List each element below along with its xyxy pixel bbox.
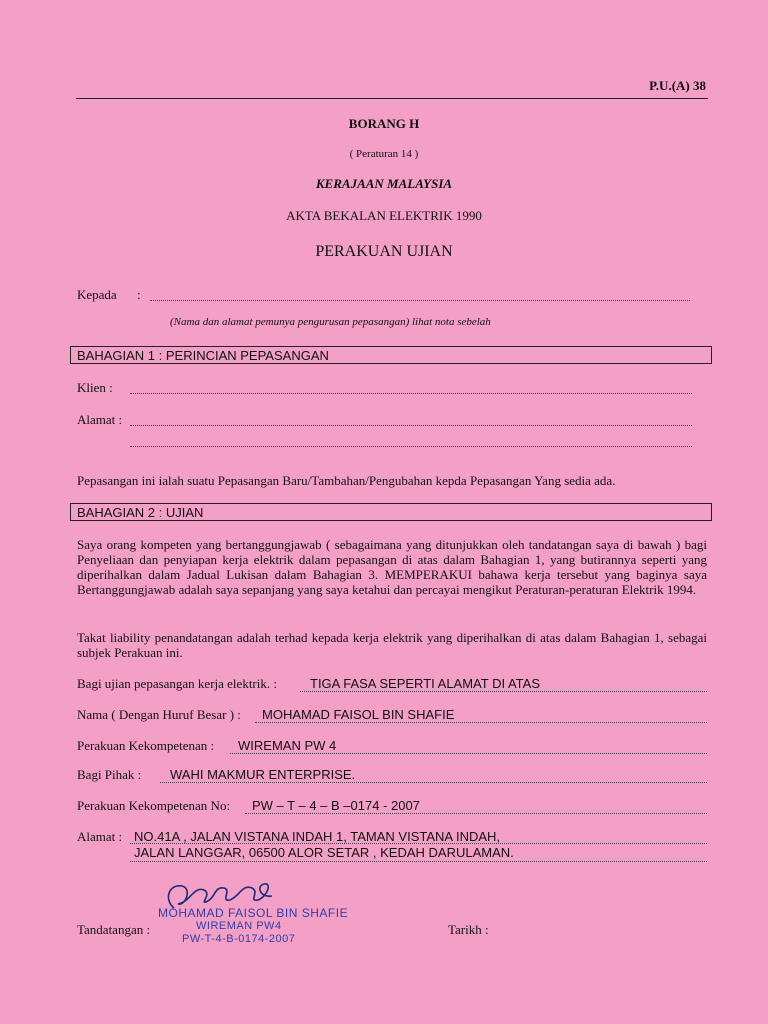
address-label: Alamat : <box>77 412 123 427</box>
competency-no-label: Perakuan Kekompetenan No: <box>77 798 231 813</box>
government-heading: KERAJAAN MALAYSIA <box>315 176 453 191</box>
test-label: Bagi ujian pepasangan kerja elektrik. : <box>77 676 277 691</box>
party-value: WAHI MAKMUR ENTERPRISE. <box>170 767 356 782</box>
competency-no-field[interactable] <box>245 813 707 814</box>
party-label: Bagi Pihak : <box>77 767 142 782</box>
competency-no-value: PW – T – 4 – B –0174 - 2007 <box>252 798 420 813</box>
name-label: Nama ( Dengan Huruf Besar ) : <box>77 707 241 722</box>
test-value: TIGA FASA SEPERTI ALAMAT DI ATAS <box>310 676 540 691</box>
stamp-name: MOHAMAD FAISOL BIN SHAFIE <box>158 906 349 920</box>
section2-paragraph1: Saya orang kompeten yang bertanggungjawab ( sebagaimana yang ditunjukkan oleh tandatangan saya di bawah ) bagi Penyeliaan dan penyiapan kerja elektrik dalam pepasangan di atas dalam Bahagian 1, yang butirannya seperti yang diperihalkan dalam Jadual Lukisan dalam Bahagian 3. MEMPERAKUI bahawa kerja tersebut yang baginya saya Bertanggungjawab adalah saya sepanjang yang saya ketahui dan percayai mengikut Peraturan-peraturan Elektrik 1994. <box>77 537 707 597</box>
stamp-title: WIREMAN PW4 <box>196 920 282 932</box>
kepada-label: Kepada <box>77 287 117 302</box>
test-field[interactable] <box>300 691 707 692</box>
kepada-note: (Nama dan alamat pemunya pengurusan pepasangan) lihat nota sebelah <box>170 316 491 328</box>
owner-address-field2[interactable] <box>130 861 707 862</box>
owner-address-line2: JALAN LANGGAR, 06500 ALOR SETAR , KEDAH DARULAMAN. <box>134 845 514 860</box>
section1-header: BAHAGIAN 1 : PERINCIAN PEPASANGAN <box>70 346 712 364</box>
address-field-line1[interactable] <box>130 425 692 426</box>
name-value: MOHAMAD FAISOL BIN SHAFIE <box>262 707 455 722</box>
name-field[interactable] <box>255 722 707 723</box>
form-title: BORANG H <box>348 116 420 131</box>
section2-header: BAHAGIAN 2 : UJIAN <box>70 503 712 521</box>
competency-label: Perakuan Kekompetenan : <box>77 738 215 753</box>
address-field-line2[interactable] <box>130 446 692 447</box>
competency-value: WIREMAN PW 4 <box>238 738 337 753</box>
party-field[interactable] <box>160 782 707 783</box>
stamp-number: PW-T-4-B-0174-2007 <box>182 933 296 945</box>
kepada-colon: : <box>137 287 141 302</box>
signature-label: Tandatangan : <box>77 922 151 937</box>
act-heading: AKTA BEKALAN ELEKTRIK 1990 <box>286 208 482 223</box>
owner-address-label: Alamat : <box>77 829 123 844</box>
competency-field[interactable] <box>230 753 707 754</box>
owner-address-line1: NO.41A , JALAN VISTANA INDAH 1, TAMAN VISTANA INDAH, <box>134 829 501 844</box>
page-reference: P.U.(A) 38 <box>649 78 706 93</box>
kepada-field[interactable] <box>150 300 690 301</box>
date-label: Tarikh : <box>448 922 489 937</box>
header-rule <box>76 98 708 99</box>
document-title: PERAKUAN UJIAN <box>315 243 453 260</box>
client-field[interactable] <box>130 393 692 394</box>
regulation-ref: ( Peraturan 14 ) <box>349 148 419 160</box>
installation-statement: Pepasangan ini ialah suatu Pepasangan Baru/Tambahan/Pengubahan kepda Pepasangan Yang sedia ada. <box>77 473 616 488</box>
section2-paragraph2: Takat liability penandatangan adalah terhad kepada kerja elektrik yang diperihalkan di atas dalam Bahagian 1, sebagai subjek Perakuan ini. <box>77 630 707 660</box>
client-label: Klien : <box>77 380 113 395</box>
owner-address-field1[interactable] <box>130 843 707 844</box>
